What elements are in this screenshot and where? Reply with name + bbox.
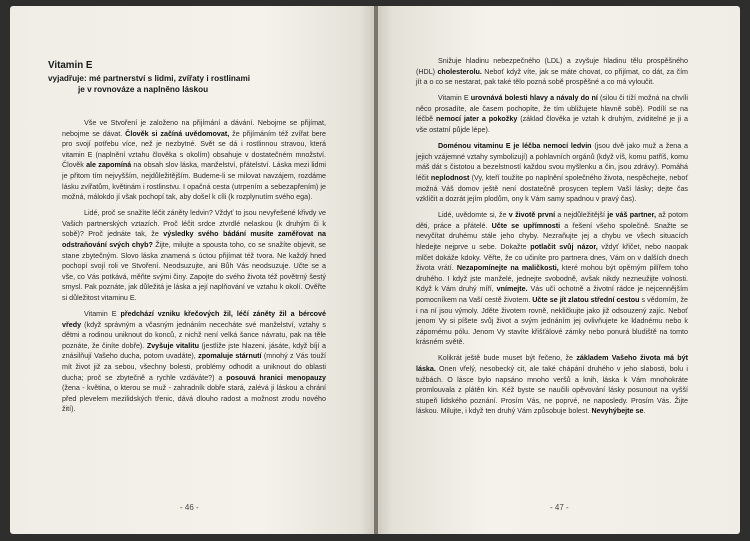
text-run: Vitamin E [438, 94, 471, 103]
emphasis-text: v životě první [508, 211, 556, 220]
emphasis-text: nemocí jater a pokožky [435, 115, 518, 124]
emphasis-text: neplodnost [430, 173, 470, 182]
text-run: (když správným a včasným jednáním nececháte své manželství, vztahy s dětmi a rodinou uniknout do konců, z nichž není velká šance návratu, pak na těle poznáte, že činíte dobře). [62, 320, 326, 350]
text-run: (Vy, kteří toužíte po naplnění společného života, nespěchejte, neboť možná Váš domov ještě není dostatečně prosycen teplem Vaší lásky; dejte čas vzklíčit a dozrát jejím plodům, ony k Vám samy spadnou v pravý čas). [416, 173, 688, 204]
text-run: a řešení všeho společně. Snažte se nevyčítat druhému stále jeho chyby. Nezraňujte jej a chybu ve všech situacích hledejte nejprve u sebe. Dokažte [416, 221, 688, 251]
text-run: vždyť křičet, nebo naopak mlčet dokáže kdoky. Věřte, že co učiníte pro partnera dnes, Vám on v dalších dnech života vrátí. [416, 243, 689, 273]
chapter-heading [48, 60, 348, 95]
paragraph [416, 353, 688, 417]
left-page-body [62, 118, 326, 421]
emphasis-text: Nezapomínejte na maličkosti, [456, 264, 559, 273]
paragraph [62, 309, 326, 415]
paragraph [62, 118, 326, 203]
chapter-subtitle-line-1: vyjadřuje: mé partnerství s lidmi, zvířaty i rostlinami [48, 74, 251, 83]
emphasis-text: zpomaluje stárnutí [198, 352, 262, 361]
text-run: Neboť když víte, jak se máte chovat, co přijímat, co dát, za čím jít a o co se nestarat, pak také tělo pozná sobě prospěšné a co má vyloučit. [416, 67, 689, 87]
text-run: až potom děti, práce a přátelé. [416, 211, 688, 230]
chapter-subtitle-line-2: je v rovnováze a naplněno láskou [78, 85, 209, 94]
emphasis-text: Člověk si začíná uvědomovat, [125, 129, 230, 138]
text-run: Kolikrát ještě bude muset být řečeno, že [438, 354, 577, 363]
text-run: (mnohý z Vás touží mít život již za sebou, všechny bolesti, problémy odhodit a uniknout do oblasti ducha; proč se zbytečně a rychle vzdáváte?) a [62, 352, 326, 382]
page-number: - 47 - [550, 503, 569, 512]
right-page [378, 6, 740, 534]
text-run: (jestliže jste hlazeni, jásáte, když bíjí a znásilňují Vašeho ducha, potom uvadáte), [62, 341, 326, 361]
text-run: (žena - květina, o kterou se muž - zahradník dobře stará, zalévá ji láskou a chrání před plevelem mezilidských třenic, dává dlouho radost a možnost zrodu nového žití). [62, 384, 326, 414]
paragraph [416, 56, 688, 88]
paragraph [416, 93, 688, 135]
text-run: Snižuje hladinu nebezpečného (LDL) a zvyšuje hladinu tělu prospěšného (HDL) [416, 57, 688, 76]
emphasis-text: vnímejte. [496, 285, 528, 294]
emphasis-text: Zvyšuje vitalitu [146, 341, 199, 350]
text-run: a nejdůležitější [555, 211, 608, 220]
emphasis-text: cholesterolu. [437, 67, 482, 76]
chapter-title: Vitamin E [48, 60, 93, 71]
emphasis-text: výsledky svého bádání musíte zaměřovat na odstraňování svých chyb? [62, 230, 326, 250]
text-run: . [643, 407, 646, 416]
emphasis-text: Učte se upřímnosti [491, 221, 561, 230]
emphasis-text: potlačit svůj názor, [530, 243, 598, 251]
text-run: Vše ve Stvoření je založeno na přijímání a dávání. Nebojme se přijímat, nebojme se dávat. [62, 119, 326, 138]
emphasis-text: předchází vzniku křečových žil, léčí záněty žil a bércové vředy [62, 310, 326, 329]
text-run: Onen vřelý, nesobecký cit, ale také chápání druhého v jeho slabosti, bolu i tužbách. O lásce bylo napsáno mnoho veršů a knih, láska k Vám mnohokráte promlouvala z plátěn kin. Kéž byste se naučili opěvování lásky posunout na vyšší stupeň lidského poznání. Prosím Vás, ne poprvé, ne naposledy. Prosím Vás. Žijte láskou. Milujte, i když ten druhý Vám způsobuje bolest. [416, 365, 688, 416]
emphasis-text: Učte se jít zlatou střední cestou [532, 295, 640, 304]
emphasis-text: Nevyhýbejte se [591, 407, 644, 416]
text-run: které mohou být opěrným pilířem toho druhého. I když jste manželé, jednejte svobodně, avšak nikdy nezneužijte volnosti. Když k Vám druhý míří, [416, 264, 688, 294]
page-number: - 46 - [180, 503, 199, 512]
emphasis-text: je váš partner, [607, 211, 656, 220]
text-run: Lidé, uvědomte si, že [438, 211, 509, 220]
text-run: (jsou dvě jako muž a žena a jejich vzájemné vztahy symbolizují) a pohlavních orgánů (když víš, komu patříš, komu máš dát s čistotou a bezelstností každou svou myšlenku a čin, jsou zdrávy). Pomáhá léčit [416, 142, 688, 182]
paragraph [62, 208, 326, 303]
text-run: Žijte, milujte a spousta toho, co se snažíte objevit, se stane zbytečným. Slovo láska znamená s úctou přijímat též tvora. Ne každý hned pochopí svojí roli ve Stvoření. Neodsuzujte, ani Bůh Vás neodsuzuje. Učte se a vše, co Vás potkává, měňte svými činy. Zapojte do svého života též povětrný šestý smysl. Pak poznáte, jak důležitá je láska a její naplňování ve vztahu k okolí. Ověřte si důležitost vitaminu E. [62, 241, 326, 302]
emphasis-text: ale zapomíná [86, 161, 132, 170]
paragraph [416, 210, 688, 348]
text-run: Vitamin E [84, 310, 121, 319]
emphasis-text: základem Vašeho života má být láska. [416, 354, 688, 374]
text-run: že přijímáním též zvířat bere pro svojí potřebu více, než je nezbytné. Svět se dá i rostlinnou stravou, která vitamin E (naplnění vztahu člověka s okolím) obsahuje v dostatečném množství. Člověk [62, 129, 326, 170]
text-run: na obsah slov láska, manželství, přátelství. Láska mezi lidmi je přitom tím nejvyšším, nejdůležitějším. Budeme-li se milovat navzájem, rozdáme lásku zvířatům, květinám i rostlinstvu. I opačná cesta (utrpením a sebezapřením) je možná, málokdo jí však pochopí tak, aby došel k cíli (k rozplynutím svého ega). [62, 161, 327, 202]
text-run: Lidé, proč se snažíte léčit záněty ledvin? Vždyť to jsou nevyřešené křivdy ve Vašich partnerských vztazích. Proč léčit srdce ztvrdlé nelaskou (k druhým či k sobě)? Proč jednáte tak, že [62, 209, 326, 239]
emphasis-text: Doménou vitaminu E je léčba nemocí ledvin [438, 142, 592, 151]
left-page [10, 6, 374, 534]
emphasis-text: urovnává bolesti hlavy a návaly do ní [470, 94, 598, 103]
text-run: (silou či tíží možná na chvíli něco prosadíte, ale časem pochopíte, že tím ubližujete hlavně sobě). Podílí se na léčbě [416, 94, 688, 124]
right-page-body [416, 56, 688, 423]
text-run: s vědomím, že i na ní jsou výmoly. Jděte životem rovně, nekličkujte jako již odsouzený zajíc. Neboť jenom Vy si píšete svůj život a svým jednáním jej ovlivňujete ke kladnému nebo k zápornému pólu. Jenom Vy stavíte křišťálové zámky nebo ponurá bludiště na tomto krásném světě. [416, 295, 688, 347]
text-run: Vás učí ochotně a životní rádce je nejcennějším pomocníkem na Vaší cestě životem. [416, 285, 689, 304]
text-run: (základ člověka je vztah k druhým, zviditelné je ji a vše ostatní půjde lépe). [416, 115, 689, 135]
emphasis-text: posouvá hranici menopauzy [226, 373, 326, 382]
paragraph [416, 141, 688, 205]
